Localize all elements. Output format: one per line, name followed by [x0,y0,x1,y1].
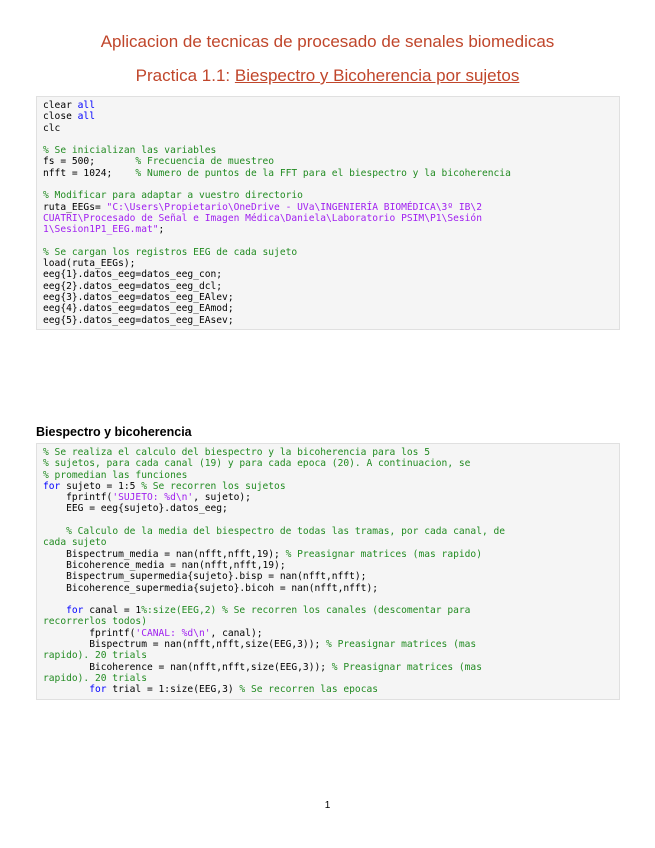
code-text: close [43,111,78,123]
code-text: eeg{3}.datos_eeg=datos_eeg_EAlev; [43,292,234,304]
code-line [43,303,613,314]
code-line [43,134,613,145]
code-line [43,123,613,134]
code-comment: % Frecuencia de muestreo [135,156,275,168]
section-heading: Biespectro y bicoherencia [36,425,192,439]
subtitle-link[interactable]: Biespectro y Bicoherencia por sujetos [234,66,520,85]
code-line [43,202,613,213]
code-keyword: for [43,480,67,492]
code-text: nfft = 1024; [43,167,136,179]
code-text: fs = 500; [43,156,136,168]
code-text: clear [43,100,78,111]
code-comment: cada sujeto [43,537,107,549]
code-line [43,616,613,627]
code-line [43,560,613,571]
subtitle-prefix: Practica 1.1: [135,66,235,85]
code-line [43,213,613,224]
code-text: eeg{1}.datos_eeg=datos_eeg_con; [43,269,223,281]
code-line [43,470,613,481]
code-comment: % Se inicializan las variables [43,145,217,157]
code-text: Bicoherence = nan(nfft,nfft,size(EEG,3)); [43,661,332,673]
code-line [43,662,613,673]
code-comment: % Modificar para adaptar a vuestro directorio [43,190,303,202]
code-line [43,190,613,201]
code-keyword: for [66,605,90,617]
code-line [43,236,613,247]
code-line [43,145,613,156]
code-line [43,179,613,190]
code-string: 1\Sesion1P1_EEG.mat" [43,224,159,236]
code-comment: % sujetos, para cada canal (19) y para cada epoca (20). A continuacion, se [43,458,471,470]
code-text: ruta_EEGs= [43,201,107,213]
code-text [43,605,66,616]
code-text: clc [43,122,61,134]
code-comment: % promedian las funciones [43,469,188,481]
code-line [43,605,613,616]
code-line [43,481,613,492]
code-text: sujeto = 1:5 [66,480,142,492]
code-line [43,571,613,582]
code-text [43,684,89,695]
code-line [43,247,613,258]
code-comment: % Preasignar matrices (mas rapido) [285,548,482,560]
code-text: ; [158,224,165,236]
code-line [43,224,613,235]
code-line [43,639,613,650]
code-line [43,628,613,639]
code-line [43,650,613,661]
code-string: CUATRI\Procesado de Señal e Imagen Médica\Daniela\Laboratorio PSIM\P1\Sesión [43,212,482,224]
code-line [43,526,613,537]
code-comment: % Se realiza el calculo del biespectro y la bicoherencia para los 5 [43,447,430,458]
code-line [43,492,613,503]
code-string: 'SUJETO: %d\n' [112,492,194,504]
code-text: eeg{2}.datos_eeg=datos_eeg_dcl; [43,280,223,292]
code-text: Bispectrum_media = nan(nfft,nfft,19); [43,548,286,560]
code-text: Bicoherence_supermedia{sujeto}.bicoh = nan(nfft,nfft); [43,582,379,594]
document-title: Aplicacion de tecnicas de procesado de senales biomedicas [100,32,555,51]
page-number: 1 [324,800,331,811]
code-comment: %:size(EEG,2) % Se recorren los canales (descomentar para [141,605,471,617]
code-comment: % Numero de puntos de la FFT para el biespectro y la bicoherencia [135,167,511,179]
code-text: fprintf( [43,492,113,504]
code-line [43,168,613,179]
code-listing-setup [43,100,613,326]
code-line [43,269,613,280]
code-text: EEG = eeg{sujeto}.datos_eeg; [43,503,228,515]
code-comment: % Calculo de la media del biespectro de todas las tramas, por cada canal, de [66,526,506,538]
code-text: fprintf( [43,627,136,639]
code-text: trial = 1:size(EEG,3) [112,684,240,696]
code-comment: rapido). 20 trials [43,650,147,662]
code-text: , sujeto); [193,492,251,504]
code-text [43,526,66,537]
code-line [43,111,613,122]
code-line [43,515,613,526]
code-line [43,315,613,326]
code-line [43,292,613,303]
code-text: Bispectrum = nan(nfft,nfft,size(EEG,3)); [43,639,327,651]
code-string: "C:\Users\Propietario\OneDrive - UVa\INGENIERÍA BIOMÉDICA\3º IB\2 [106,201,482,213]
code-line [43,594,613,605]
code-comment: % Preasignar matrices (mas [326,639,477,651]
code-comment: % Se cargan los registros EEG de cada sujeto [43,246,298,258]
code-comment: % Se recorren las epocas [239,684,379,696]
code-line [43,100,613,111]
code-line [43,503,613,514]
code-listing-bispectrum [43,447,613,696]
code-string: 'CANAL: %d\n' [135,627,211,639]
code-line [43,583,613,594]
code-block-bispectrum [36,443,620,700]
code-line [43,549,613,560]
code-keyword: all [77,100,95,111]
code-line [43,447,613,458]
code-text: Bicoherence_media = nan(nfft,nfft,19); [43,559,286,571]
code-block-setup [36,96,620,330]
code-keyword: all [77,111,95,123]
code-text: load(ruta_EEGs); [43,258,136,270]
code-line [43,156,613,167]
code-line [43,258,613,269]
code-comment: % Preasignar matrices (mas [331,661,482,673]
code-text: Bispectrum_supermedia{sujeto}.bisp = nan(nfft,nfft); [43,571,367,583]
code-comment: % Se recorren los sujetos [141,480,286,492]
code-text: canal = 1 [89,605,142,617]
code-line [43,673,613,684]
code-text: eeg{5}.datos_eeg=datos_eeg_EAsev; [43,314,234,326]
code-line [43,458,613,469]
code-line [43,684,613,695]
code-comment: recorrerlos todos) [43,616,147,628]
code-line [43,281,613,292]
code-text: eeg{4}.datos_eeg=datos_eeg_EAmod; [43,303,234,315]
code-line [43,537,613,548]
code-text: , canal); [210,627,263,639]
code-keyword: for [89,684,113,696]
document-subtitle [0,66,655,86]
code-comment: rapido). 20 trials [43,672,147,684]
